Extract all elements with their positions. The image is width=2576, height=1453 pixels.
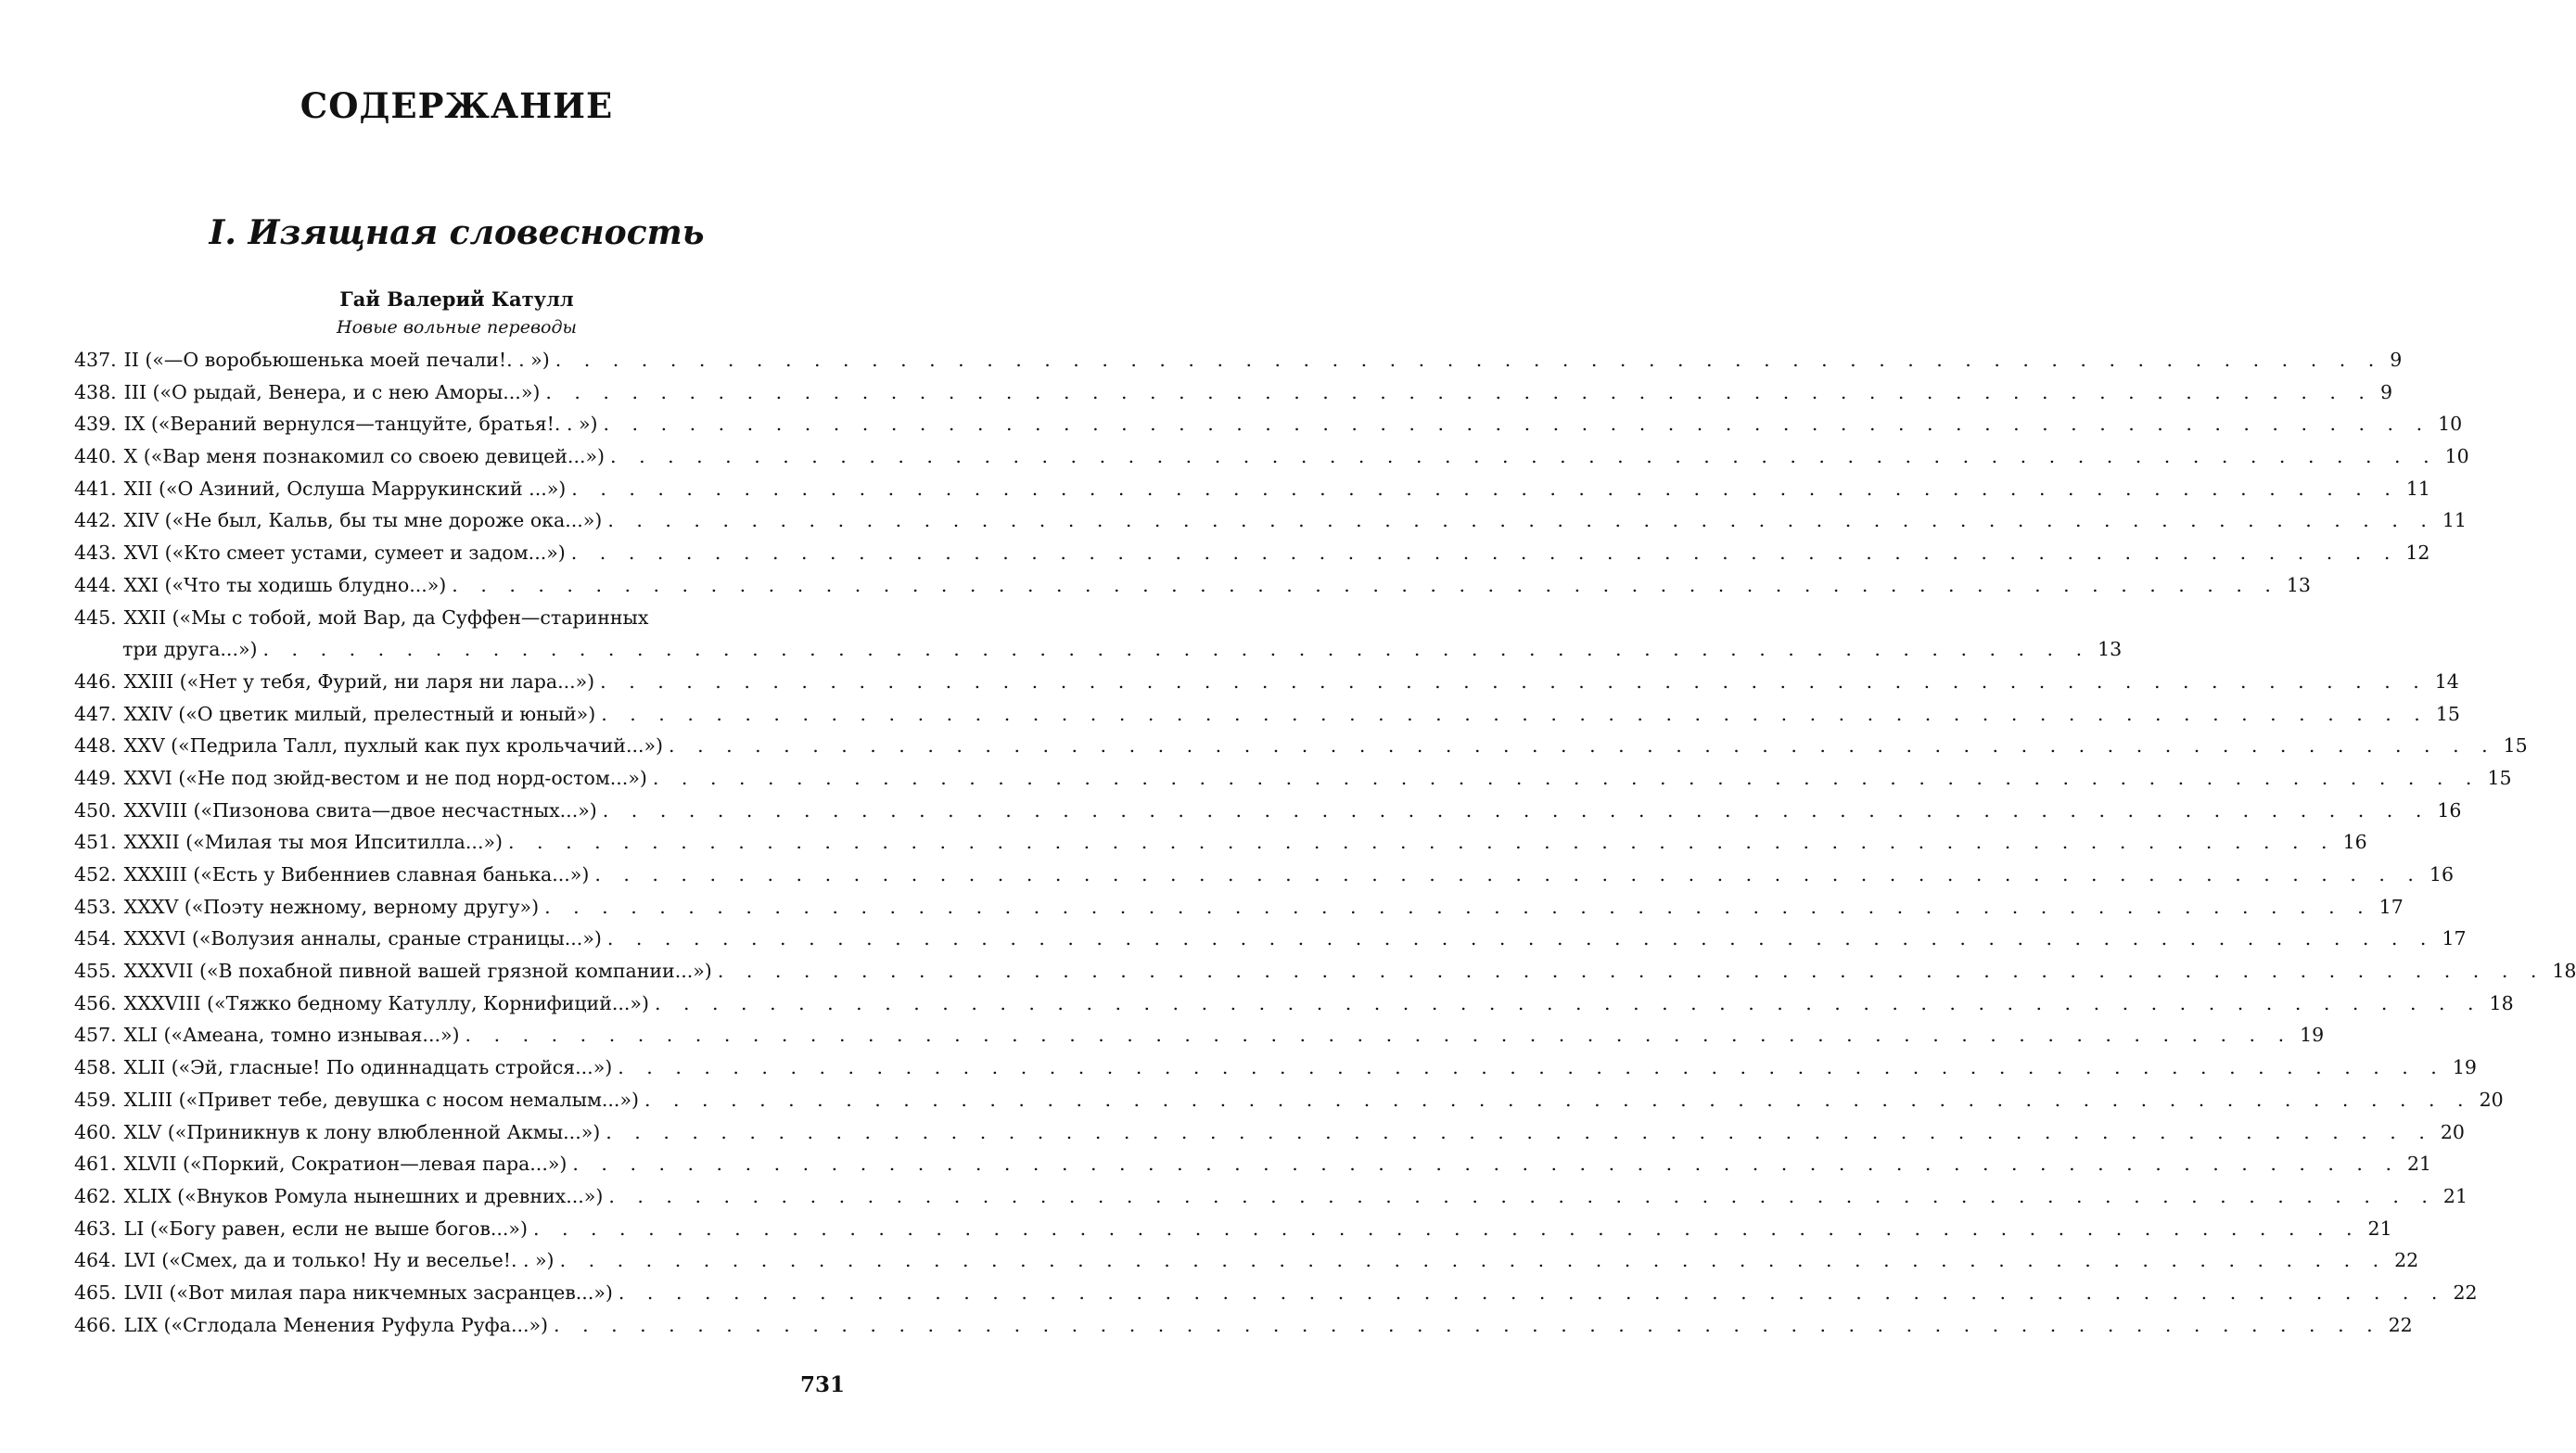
entry-title: XXIII («Нет у тебя, Фурий, ни ларя ни лара...») (123, 669, 595, 693)
entry-number: 438. (74, 380, 117, 403)
entry-title: LVII («Вот милая пара никчемных засранцев...») (123, 1281, 613, 1304)
page-number: 731 (800, 1372, 846, 1397)
entry-title: XXVIII («Пизонова свита—двое несчастных...») (123, 798, 597, 822)
dot-leader (607, 504, 2435, 537)
dot-leader (606, 1116, 2433, 1149)
entry-title: X («Вар меня познакомил со своею девицей...») (123, 445, 606, 468)
entry-number: 446. (74, 669, 117, 693)
entry-title: XXVI («Не под зюйд-вестом и не под норд-остом...») (123, 766, 647, 789)
dot-leader (571, 473, 2399, 505)
toc-entry (74, 698, 2460, 731)
toc-entry (74, 1277, 2478, 1309)
entry-number: 442. (74, 509, 117, 532)
entry-title: XIV («Не был, Кальв, бы ты мне дороже ока...») (123, 509, 603, 532)
dot-leader (604, 408, 2431, 440)
entry-number: 445. (74, 605, 117, 629)
entry-title: XXXIII («Есть у Вибенниев славная банька...») (123, 863, 590, 886)
toc-entry (74, 537, 2430, 569)
entry-number: 443. (74, 542, 117, 565)
entry-number: 454. (74, 927, 117, 950)
entry-number: 448. (74, 734, 117, 758)
dot-leader (610, 440, 2438, 473)
toc-entry (74, 923, 2467, 955)
entry-number: 453. (74, 895, 117, 918)
dot-leader (560, 1244, 2388, 1277)
toc-entry (74, 569, 2311, 602)
entry-number: 458. (74, 1056, 117, 1079)
entry-page: 11 (2405, 477, 2430, 500)
dot-leader (644, 1084, 2472, 1116)
entry-title: XLII («Эй, гласные! По одиннадцать стройся...») (123, 1056, 613, 1079)
toc-entry (74, 473, 2430, 505)
entry-title: LIX («Сглодала Менения Руфула Руфа...») (123, 1313, 549, 1336)
entry-title: XXV («Педрила Талл, пухлый как пух крольчачий...») (123, 734, 664, 758)
dot-leader (607, 923, 2435, 955)
entry-page: 16 (2429, 863, 2454, 886)
toc-entry (74, 504, 2467, 537)
entry-number: 465. (74, 1281, 117, 1304)
section-title: I. Изящная словесность (209, 213, 705, 252)
entry-page: 22 (2388, 1313, 2413, 1336)
entry-title: XXXVIII («Тяжко бедному Катуллу, Корнифиций...») (123, 991, 649, 1014)
entry-title-continued: три друга...») (122, 638, 258, 661)
dot-leader (594, 859, 2422, 891)
entry-page: 18 (2552, 960, 2576, 983)
dot-leader (465, 1019, 2293, 1052)
toc-entry (74, 1052, 2477, 1084)
entry-title: XLIII («Привет тебе, девушка с носом немалым...») (123, 1088, 639, 1111)
entry-number: 459. (74, 1088, 117, 1111)
dot-leader (533, 1213, 2361, 1245)
entry-page: 15 (2435, 702, 2460, 725)
entry-page: 9 (2379, 380, 2392, 403)
entry-page: 9 (2390, 349, 2403, 371)
entry-page: 16 (2437, 798, 2462, 822)
entry-number: 450. (74, 798, 117, 822)
entry-title: XII («О Азиний, Ослуша Маррукинский ...») (123, 477, 567, 500)
toc-entry (74, 1309, 2413, 1342)
toc-entry (74, 859, 2454, 891)
toc-entry (74, 826, 2367, 859)
entry-number: 451. (74, 831, 117, 854)
toc-entry (74, 1084, 2504, 1116)
entry-page: 13 (2286, 573, 2311, 596)
entry-title: XLVII («Поркий, Сократион—левая пара...») (123, 1153, 567, 1176)
entry-title: XLI («Амеана, томно изнывая...») (123, 1024, 460, 1047)
entry-number: 456. (74, 991, 117, 1014)
entry-title: XXXVI («Волузия анналы, сраные страницы...») (123, 927, 602, 950)
dot-leader (544, 891, 2372, 924)
dot-leader (669, 730, 2496, 762)
toc-entry (74, 408, 2463, 440)
toc-entry (74, 955, 2576, 988)
entry-number: 461. (74, 1153, 117, 1176)
dot-leader (452, 569, 2279, 602)
toc-entry (74, 440, 2469, 473)
toc-entry (74, 666, 2459, 698)
dot-leader (508, 826, 2336, 859)
entry-page: 12 (2405, 542, 2430, 565)
entry-page: 21 (2367, 1217, 2392, 1240)
dot-leader (554, 1309, 2381, 1342)
dot-leader (653, 762, 2480, 795)
toc-entry (74, 602, 2123, 666)
entry-page: 21 (2406, 1153, 2432, 1176)
entry-page: 17 (2442, 927, 2467, 950)
entry-page: 13 (2098, 638, 2123, 661)
author-name: Гай Валерий Катулл (339, 287, 574, 311)
entry-title: LI («Богу равен, если не выше богов...») (123, 1217, 528, 1240)
entry-page: 20 (2440, 1120, 2465, 1143)
dot-leader (603, 795, 2430, 827)
entry-page: 22 (2453, 1281, 2478, 1304)
entry-number: 464. (74, 1249, 117, 1272)
entry-page: 14 (2434, 669, 2459, 693)
entry-number: 452. (74, 863, 117, 886)
entry-title: XXXV («Поэту нежному, верному другу») (123, 895, 540, 918)
entry-page: 16 (2342, 831, 2367, 854)
dot-leader (618, 1052, 2445, 1084)
entry-number: 466. (74, 1313, 117, 1336)
entry-number: 439. (74, 413, 117, 436)
toc-entry (74, 1180, 2468, 1213)
dot-leader (555, 344, 2383, 376)
entry-page: 18 (2489, 991, 2514, 1014)
entry-page: 11 (2442, 509, 2467, 532)
toc-entry (74, 762, 2512, 795)
dot-leader (718, 955, 2545, 988)
entry-page: 19 (2300, 1024, 2325, 1047)
toc-entry (74, 795, 2462, 827)
dot-leader (545, 376, 2373, 409)
dot-leader (571, 537, 2399, 569)
entry-title: XLIX («Внуков Ромула нынешних и древних...») (123, 1184, 604, 1207)
entry-number: 447. (74, 702, 117, 725)
entry-title: XLV («Приникнув к лону влюбленной Акмы...») (123, 1120, 601, 1143)
entry-number: 437. (74, 349, 117, 371)
entry-number: 455. (74, 960, 117, 983)
toc-entry (74, 891, 2404, 924)
toc-list (74, 344, 2576, 1341)
entry-title: IX («Вераний вернулся—танцуйте, братья!. . ») (123, 413, 598, 436)
entry-page: 22 (2394, 1249, 2419, 1272)
author-subtitle: Новые вольные переводы (337, 317, 577, 338)
entry-page: 17 (2378, 895, 2404, 918)
entry-page: 10 (2438, 413, 2463, 436)
toc-entry (74, 1213, 2392, 1245)
entry-number: 441. (74, 477, 117, 500)
entry-page: 15 (2503, 734, 2528, 758)
entry-title: LVI («Смех, да и только! Ну и веселье!. . ») (123, 1249, 555, 1272)
page-title: СОДЕРЖАНИЕ (300, 85, 614, 126)
dot-leader (608, 1180, 2436, 1213)
toc-entry (74, 376, 2392, 409)
entry-title: XXII («Мы с тобой, мой Вар, да Суффен—старинных (123, 605, 649, 629)
toc-entry (74, 344, 2403, 376)
entry-page: 15 (2487, 766, 2512, 789)
toc-entry (74, 1116, 2465, 1149)
toc-entry (74, 1019, 2325, 1052)
entry-number: 440. (74, 445, 117, 468)
dot-leader (601, 698, 2429, 731)
entry-title: XXXII («Милая ты моя Ипситилла...») (123, 831, 503, 854)
entry-page: 19 (2452, 1056, 2477, 1079)
entry-title: XXIV («О цветик милый, прелестный и юный») (123, 702, 596, 725)
entry-number: 444. (74, 573, 117, 596)
entry-page: 21 (2442, 1184, 2468, 1207)
dot-leader (655, 988, 2482, 1020)
dot-leader (572, 1148, 2400, 1180)
entry-number: 460. (74, 1120, 117, 1143)
toc-entry (74, 1244, 2419, 1277)
entry-page: 10 (2444, 445, 2469, 468)
dot-leader (618, 1277, 2446, 1309)
entry-number: 457. (74, 1024, 117, 1047)
entry-number: 449. (74, 766, 117, 789)
entry-title: XVI («Кто смеет устами, сумеет и задом...») (123, 542, 566, 565)
dot-leader (263, 633, 2091, 666)
entry-title: XXXVII («В похабной пивной вашей грязной компании...») (123, 960, 712, 983)
entry-title: II («—О воробьюшенька моей печали!. . ») (123, 349, 550, 371)
entry-title: III («О рыдай, Венера, и с нею Аморы...») (123, 380, 541, 403)
entry-title: XXI («Что ты ходишь блудно...») (123, 573, 447, 596)
entry-number: 463. (74, 1217, 117, 1240)
entry-page: 20 (2479, 1088, 2504, 1111)
toc-entry (74, 730, 2528, 762)
dot-leader (600, 666, 2428, 698)
toc-entry (74, 1148, 2432, 1180)
toc-entry (74, 988, 2514, 1020)
entry-number: 462. (74, 1184, 117, 1207)
